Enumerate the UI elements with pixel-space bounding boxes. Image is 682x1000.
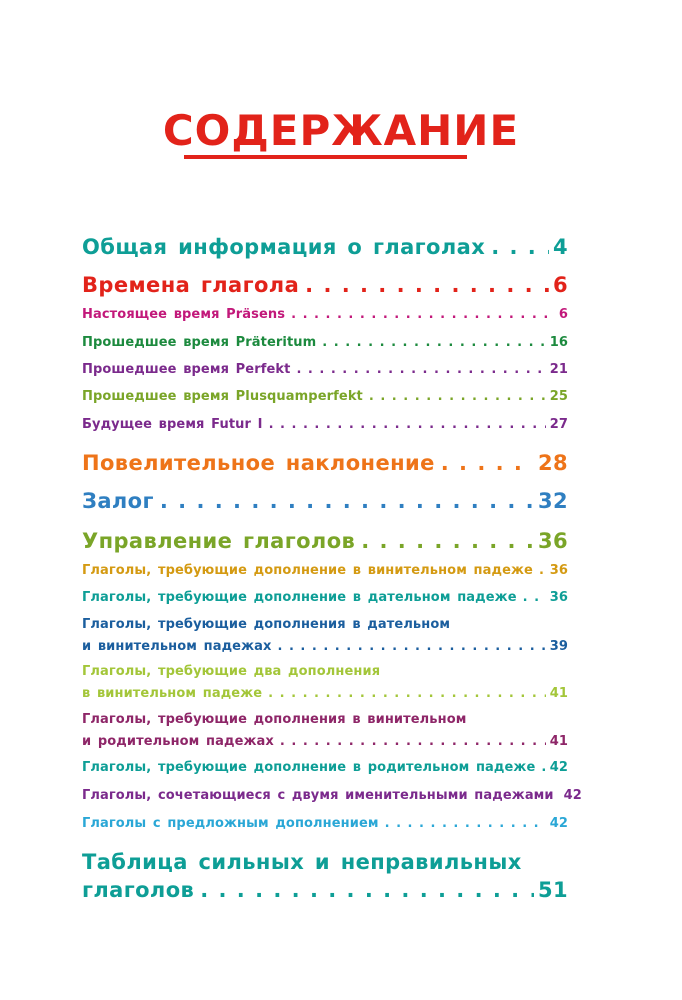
dot-leader (361, 527, 534, 555)
toc-entry-general-info[interactable] (82, 233, 568, 261)
toc-entry-imperative[interactable] (82, 449, 568, 477)
toc-entry-plusquamperfekt[interactable] (82, 386, 568, 408)
toc-page-number: 6 (552, 273, 568, 297)
page-title: СОДЕРЖАНИЕ (162, 106, 520, 155)
toc-entry-title: Таблица сильных и неправильных (82, 850, 522, 874)
toc-entry-prateritum[interactable] (82, 332, 568, 354)
toc-entry-title: Прошедшее время Perfekt (82, 362, 291, 377)
toc-entry-dative-accusative[interactable] (82, 614, 568, 658)
toc-page-number: 36 (549, 563, 568, 578)
toc-page-number: 4 (552, 235, 568, 259)
toc-entry-verb-government[interactable] (82, 527, 568, 555)
dot-leader (277, 636, 545, 658)
toc-entry-title: Глаголы, сочетающиеся с двумя именительными падежами (82, 788, 554, 803)
toc-entry-title: Глаголы, требующие дополнения в дательном (82, 617, 451, 632)
toc-entry-title-continued: глаголов (82, 878, 195, 902)
dot-leader (269, 414, 546, 436)
toc-page-number: 6 (558, 307, 568, 322)
dot-leader (523, 587, 546, 609)
dot-leader (322, 332, 545, 354)
toc-page-number: 39 (549, 639, 568, 654)
toc-page-number: 42 (563, 788, 582, 803)
dot-leader (441, 449, 534, 477)
toc-entry-title: Повелительное наклонение (82, 451, 435, 475)
dot-leader (539, 560, 546, 582)
dot-leader (491, 233, 549, 261)
toc-entry-title: Будущее время Futur I (82, 417, 263, 432)
toc-entry-prepositional[interactable] (82, 813, 568, 835)
toc-entry-title: Глаголы, требующие дополнение в родительном падеже (82, 760, 536, 775)
toc-entry-two-accusative[interactable] (82, 661, 568, 705)
toc-page-number: 41 (549, 734, 568, 749)
title-underline (184, 155, 467, 159)
toc-entry-title: Управление глаголов (82, 529, 356, 553)
toc-entry-title: Прошедшее время Präteritum (82, 335, 317, 350)
toc-entry-title: Глаголы, требующие дополнение в винительном падеже (82, 563, 533, 578)
dot-leader (305, 271, 549, 299)
toc-entry-genitive[interactable] (82, 757, 568, 779)
toc-entry-perfekt[interactable] (82, 359, 568, 381)
toc-entry-futur[interactable] (82, 414, 568, 436)
dot-leader (296, 359, 545, 381)
toc-entry-title: Общая информация о глаголах (82, 235, 486, 259)
toc-entry-prasens[interactable] (82, 304, 568, 326)
toc-page-number: 25 (549, 389, 568, 404)
toc-entry-accusative-genitive[interactable] (82, 709, 568, 753)
toc-page-number: 27 (549, 417, 568, 432)
dot-leader (160, 487, 534, 515)
toc-page-number: 41 (549, 686, 568, 701)
toc-entry-two-nominative[interactable] (82, 785, 582, 807)
toc-entry-dative[interactable] (82, 587, 568, 609)
toc-page-number: 51 (537, 878, 568, 902)
toc-entry-accusative[interactable] (82, 560, 568, 582)
toc-entry-title: Глаголы с предложным дополнением (82, 816, 379, 831)
toc-entry-title-continued: и родительном падежах (82, 734, 274, 749)
toc-page-number: 42 (549, 816, 568, 831)
toc-page-number: 21 (549, 362, 568, 377)
toc-entry-title: Времена глагола (82, 273, 300, 297)
toc-entry-title: Настоящее время Präsens (82, 307, 286, 322)
toc-entry-title: Прошедшее время Plusquamperfekt (82, 389, 363, 404)
dot-leader (291, 304, 555, 326)
toc-entry-title-continued: и винительном падежах (82, 639, 272, 654)
toc-entry-title: Залог (82, 489, 154, 513)
dot-leader (200, 876, 534, 904)
toc-page-number: 28 (537, 451, 568, 475)
toc-page-number: 32 (537, 489, 568, 513)
toc-entry-title: Глаголы, требующие два дополнения (82, 664, 381, 679)
toc-page-number: 36 (549, 590, 568, 605)
toc-page-number: 16 (549, 335, 568, 350)
dot-leader (268, 683, 546, 705)
toc-entry-voice[interactable] (82, 487, 568, 515)
dot-leader (385, 813, 546, 835)
dot-leader (280, 731, 546, 753)
dot-leader (369, 386, 546, 408)
toc-entry-title: Глаголы, требующие дополнения в винительном (82, 712, 467, 727)
toc-entry-title-continued: в винительном падеже (82, 686, 263, 701)
dot-leader (541, 757, 545, 779)
toc-page-number: 42 (549, 760, 568, 775)
toc-entry-irregular-table[interactable] (82, 848, 568, 904)
toc-page-number: 36 (537, 529, 568, 553)
toc-entry-tenses[interactable] (82, 271, 568, 299)
toc-entry-title: Глаголы, требующие дополнение в дательном падеже (82, 590, 517, 605)
